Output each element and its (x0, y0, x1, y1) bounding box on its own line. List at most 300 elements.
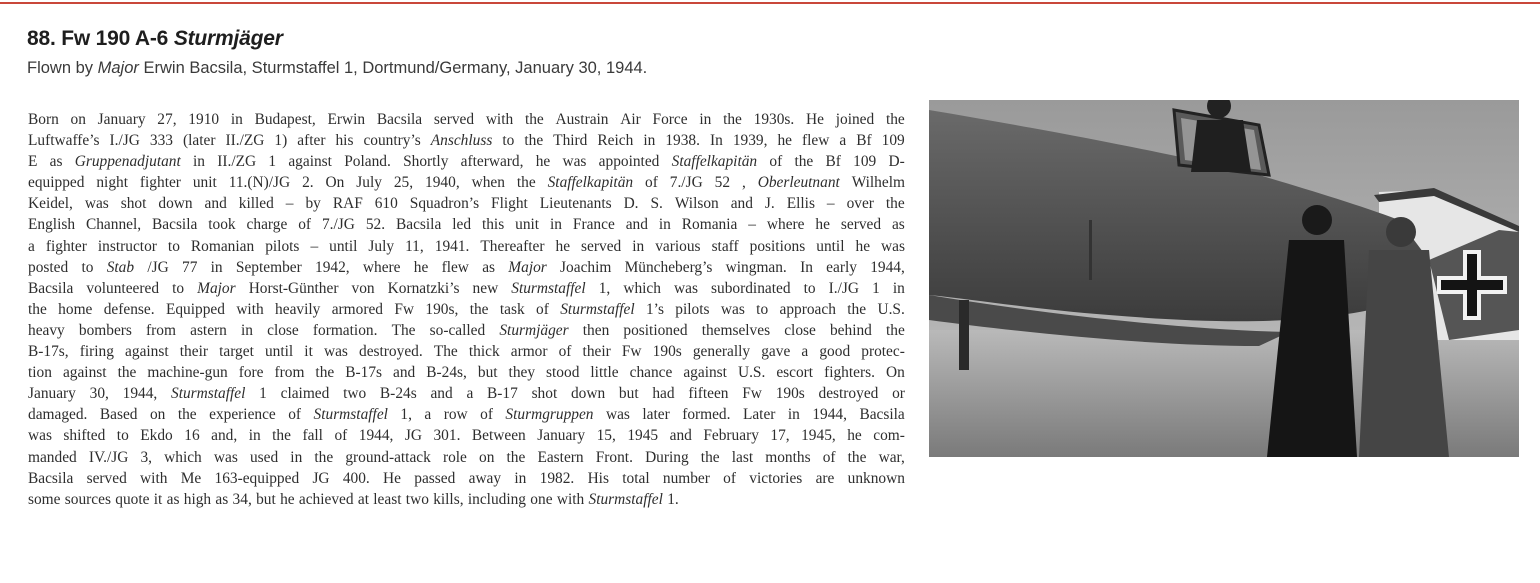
word: 77 (182, 258, 198, 276)
word: experience (209, 406, 276, 424)
word: it (153, 490, 163, 508)
word: astern (190, 321, 227, 339)
word: at (357, 490, 369, 508)
word: by (305, 195, 321, 213)
word: 1938. (665, 132, 700, 150)
word: 15, (596, 427, 616, 445)
word: Austrain (555, 111, 609, 128)
text-line (28, 193, 905, 214)
word: the (469, 300, 489, 318)
word: 1) (274, 132, 288, 150)
word: 1. (667, 490, 679, 508)
word: of (536, 300, 549, 318)
word: various (655, 237, 701, 255)
word: served (86, 469, 127, 487)
word: 190s, (425, 300, 459, 318)
word: February (703, 427, 759, 445)
word: RAF (332, 195, 363, 213)
word: on (70, 111, 86, 128)
word: passed (414, 469, 456, 487)
word: he (855, 237, 871, 255)
word: to (167, 237, 180, 255)
word: of (645, 174, 658, 192)
word: with (556, 490, 585, 508)
word: com- (873, 427, 905, 445)
word: with (140, 469, 168, 487)
text-line (28, 468, 905, 489)
text-line (28, 214, 905, 235)
page-title (27, 27, 283, 51)
word: 34, (232, 490, 252, 508)
word: and (625, 216, 648, 234)
word: France (572, 216, 615, 234)
word: sources (64, 490, 111, 508)
word: fighters. (824, 364, 875, 382)
word: formed. (682, 406, 731, 424)
word: positioned (623, 321, 688, 339)
word: Bf (856, 132, 872, 150)
word: killed (238, 195, 274, 213)
word: the (28, 300, 47, 318)
word: where (766, 216, 805, 234)
word: appointed (598, 153, 660, 171)
word: joined (835, 111, 875, 128)
word: new (472, 279, 499, 297)
title-model: Fw 190 A-6 (61, 27, 169, 50)
text-line (28, 278, 905, 299)
word: close (267, 321, 299, 339)
word: the (315, 364, 335, 382)
word: the (524, 132, 544, 150)
word: as (166, 490, 180, 508)
word: 3, (140, 448, 153, 466)
word: heavy (28, 321, 65, 339)
word: a (466, 385, 474, 403)
word: Me (180, 469, 202, 487)
word: 1, (400, 406, 412, 424)
body-text (28, 109, 905, 510)
word: 1 (268, 153, 277, 171)
word: from (274, 364, 305, 382)
word: Keidel, (28, 195, 73, 213)
word: he (847, 427, 862, 445)
word: Squadron’s (409, 195, 480, 213)
title-number: 88. (27, 27, 56, 50)
text-line (28, 404, 905, 425)
italic-word: Anschluss (430, 132, 493, 150)
word: Bacsila (28, 279, 74, 297)
word: 190s (775, 385, 805, 403)
word: 1942, (315, 258, 350, 276)
word: fighter (139, 174, 181, 192)
word: B-24s, (426, 364, 467, 382)
word: 1 (259, 385, 267, 403)
word: in (514, 469, 527, 487)
word: armored (331, 300, 383, 318)
word: January (537, 427, 586, 445)
word: he (535, 153, 551, 171)
word: down (158, 195, 193, 213)
text-line (28, 447, 905, 468)
word: they (508, 364, 536, 382)
word: of (480, 406, 493, 424)
word: and (393, 364, 416, 382)
italic-word: Sturmstaffel (313, 406, 388, 424)
word: until (264, 343, 294, 361)
word: and (204, 195, 227, 213)
word: was (562, 153, 587, 171)
word: and (730, 195, 753, 213)
word: Born (28, 111, 59, 128)
word: as (482, 258, 496, 276)
word: close (784, 321, 816, 339)
word: Erwin (327, 111, 366, 128)
word: in (290, 448, 303, 466)
subtitle (27, 59, 647, 78)
word: achieved (298, 490, 354, 508)
word: or (892, 385, 905, 403)
word: 1939, (732, 132, 768, 150)
word: over (846, 195, 874, 213)
word: II./ZG (225, 132, 265, 150)
word: 1941. (434, 237, 470, 255)
word: afterward, (460, 153, 524, 171)
word: 52 (714, 174, 731, 192)
word: formation. (312, 321, 378, 339)
word: destroyed. (359, 343, 423, 361)
word: the (885, 111, 905, 128)
word: the (885, 195, 905, 213)
word: Fw (621, 343, 642, 361)
word: Channel, (85, 216, 142, 234)
word: number (662, 469, 710, 487)
word: the (847, 300, 867, 318)
word: in (892, 279, 905, 297)
subtitle-rest: Erwin Bacsila, Sturmstaffel 1, Dortmund/Germany, January 30, 1944. (143, 59, 648, 77)
word: machine-gun (147, 364, 228, 382)
word: was (28, 427, 52, 445)
text-line (28, 236, 905, 257)
word: Bacsila (395, 216, 442, 234)
word: the (314, 448, 334, 466)
italic-word: Major (197, 279, 236, 297)
word: Front. (595, 448, 633, 466)
word: Wilhelm (851, 174, 905, 192)
word: 1944, (358, 427, 394, 445)
word: served (840, 216, 882, 234)
word: until (329, 237, 358, 255)
word: 1944, (870, 258, 905, 276)
word: behind (829, 321, 872, 339)
word: – (310, 237, 319, 255)
word: to (803, 279, 816, 297)
word: in (643, 132, 656, 150)
italic-word: Oberleutnant (757, 174, 840, 192)
word: J. (764, 195, 775, 213)
text-line (28, 151, 905, 172)
word: was (674, 279, 698, 297)
word: little (590, 364, 619, 382)
word: /JG (147, 258, 169, 276)
word: 610 (374, 195, 398, 213)
word: von (351, 279, 375, 297)
word: B-17s, (28, 343, 69, 361)
word: 1 (872, 279, 880, 297)
word: the (177, 406, 197, 424)
word: he (280, 490, 295, 508)
word: night (96, 174, 128, 192)
word: of (288, 406, 302, 424)
word: target (219, 343, 254, 361)
word: away (468, 469, 502, 487)
word: 109 (853, 153, 877, 171)
word: row (443, 406, 468, 424)
word: good (819, 343, 851, 361)
word: the (272, 427, 291, 445)
word: he (815, 216, 830, 234)
word: 109 (881, 132, 905, 150)
word: 7./JG (669, 174, 703, 192)
word: 333 (149, 132, 173, 150)
subtitle-rank: Major (97, 59, 139, 77)
word: B-17s (345, 364, 383, 382)
word: and (430, 385, 453, 403)
aircraft-photo (929, 100, 1519, 457)
word: Fw (394, 300, 415, 318)
word: was (213, 448, 238, 466)
word: in (241, 321, 253, 339)
word: 1, (598, 279, 611, 297)
word: Bacsila (152, 216, 198, 234)
word: the (700, 448, 720, 466)
word: January (97, 111, 146, 128)
word: chance (629, 364, 673, 382)
text-line (28, 362, 905, 383)
word: protec- (861, 343, 905, 361)
word: charge (246, 216, 288, 234)
word: where (362, 258, 401, 276)
word: led (452, 216, 472, 234)
word: ground-attack (345, 448, 431, 466)
word: the (886, 321, 905, 339)
word: Budapest, (254, 111, 316, 128)
word: He (383, 469, 401, 487)
word: last (731, 448, 754, 466)
word: 1940, (425, 174, 460, 192)
word: including (467, 490, 526, 508)
word: Thereafter (480, 237, 545, 255)
word: Kornatzki’s (387, 279, 460, 297)
italic-word: Staffelkapitän (547, 174, 634, 192)
word: months (765, 448, 811, 466)
word: 17, (770, 427, 790, 445)
word: destroyed (818, 385, 879, 403)
word: was (605, 406, 630, 424)
word: it (304, 343, 313, 361)
word: 25, (393, 174, 414, 192)
word: posted (28, 258, 69, 276)
italic-word: Sturmstaffel (588, 490, 663, 508)
word: Ekdo (140, 427, 173, 445)
word: had (652, 385, 675, 403)
word: to (172, 279, 185, 297)
word: but (256, 490, 276, 508)
word: the (794, 153, 814, 171)
word: 2. (302, 174, 314, 192)
word: in (248, 427, 261, 445)
italic-word: Gruppenadjutant (74, 153, 181, 171)
word: to (756, 300, 769, 318)
subtitle-prefix: Flown by (27, 59, 94, 77)
word: fore (238, 364, 264, 382)
word: he (555, 237, 571, 255)
word: a (801, 343, 809, 361)
word: which (623, 279, 661, 297)
word: kills, (433, 490, 464, 508)
word: Horst-Günther (248, 279, 339, 297)
word: on (479, 448, 495, 466)
word: early (826, 258, 857, 276)
word: in (550, 216, 562, 234)
word: in (230, 111, 243, 128)
word: D- (888, 153, 905, 171)
word: themselves (701, 321, 771, 339)
word: with (236, 300, 264, 318)
word: E (28, 153, 38, 171)
word: until (816, 237, 845, 255)
word: 1944, (122, 385, 158, 403)
word: Bacsila (376, 111, 423, 128)
word: 7./JG (321, 216, 355, 234)
word: when (471, 174, 505, 192)
word: Bacsila (28, 469, 74, 487)
word: On (325, 174, 345, 192)
word: of (334, 427, 348, 445)
word: January (28, 385, 76, 403)
word: 301. (433, 427, 461, 445)
word: their (582, 343, 611, 361)
word: least (373, 490, 402, 508)
word: was (881, 237, 905, 255)
word: volunteered (86, 279, 160, 297)
word: with (485, 111, 514, 128)
word: he (413, 258, 429, 276)
word: 1910 (188, 111, 220, 128)
word: Shortly (403, 153, 449, 171)
word: Ellis (786, 195, 815, 213)
word: 30, (89, 385, 109, 403)
word: on (149, 406, 166, 424)
word: unit (515, 216, 540, 234)
word: as (891, 216, 905, 234)
word: of (822, 448, 836, 466)
word: the (516, 174, 536, 192)
word: – (285, 195, 294, 213)
word: 163-equipped (214, 469, 300, 487)
word: the (506, 448, 526, 466)
text-line (28, 489, 905, 510)
text-line (28, 257, 905, 278)
word: positions (749, 237, 806, 255)
text-line (28, 383, 905, 404)
word: task (499, 300, 525, 318)
word: but (477, 364, 498, 382)
word: in (632, 237, 645, 255)
text-line (28, 130, 905, 151)
word: against (288, 153, 332, 171)
word: from (146, 321, 176, 339)
word: , (741, 174, 746, 192)
word: his (335, 132, 354, 150)
word: 27, (157, 111, 177, 128)
word: In (709, 132, 723, 150)
word: Poland. (344, 153, 391, 171)
word: Bf (825, 153, 841, 171)
word: high (183, 490, 212, 508)
word: 1944, (812, 406, 847, 424)
word: September (235, 258, 302, 276)
word: I./JG (109, 132, 140, 150)
word: 11, (405, 237, 424, 255)
word: JG (312, 469, 330, 487)
word: the (847, 448, 867, 466)
word: as (215, 490, 229, 508)
italic-word: Staffelkapitän (671, 153, 758, 171)
word: to (116, 427, 129, 445)
word: the (723, 111, 742, 128)
word: and, (211, 427, 238, 445)
word: of (723, 469, 736, 487)
word: II./ZG (217, 153, 257, 171)
word: against (62, 364, 107, 382)
word: role (442, 448, 467, 466)
word: (later (183, 132, 216, 150)
word: IV./JG (88, 448, 129, 466)
word: S. (650, 195, 663, 213)
word: as (49, 153, 63, 171)
word: 11.(N)/JG (228, 174, 291, 192)
word: two (343, 385, 367, 403)
word: Flight (491, 195, 528, 213)
word: 400. (342, 469, 370, 487)
text-line (28, 425, 905, 446)
word: instructor (97, 237, 157, 255)
word: B-17 (487, 385, 518, 403)
word: he (777, 132, 792, 150)
word: equipped (28, 174, 85, 192)
word: On (885, 364, 905, 382)
word: quote (115, 490, 150, 508)
word: gave (761, 343, 791, 361)
word: fighter (45, 237, 87, 255)
word: Romania (681, 216, 738, 234)
word: Reich (597, 132, 634, 150)
word: manded (28, 448, 77, 466)
word: unknown (847, 469, 905, 487)
word: firing (79, 343, 114, 361)
word: are (815, 469, 835, 487)
word: served (433, 111, 475, 128)
word: stood (546, 364, 580, 382)
word: U.S. (737, 364, 766, 382)
word: 1945, (801, 427, 836, 445)
italic-word: Stab (106, 258, 135, 276)
word: a (839, 132, 847, 150)
word: victories (749, 469, 803, 487)
word: home (58, 300, 93, 318)
word: against (125, 343, 169, 361)
word: shot (120, 195, 147, 213)
